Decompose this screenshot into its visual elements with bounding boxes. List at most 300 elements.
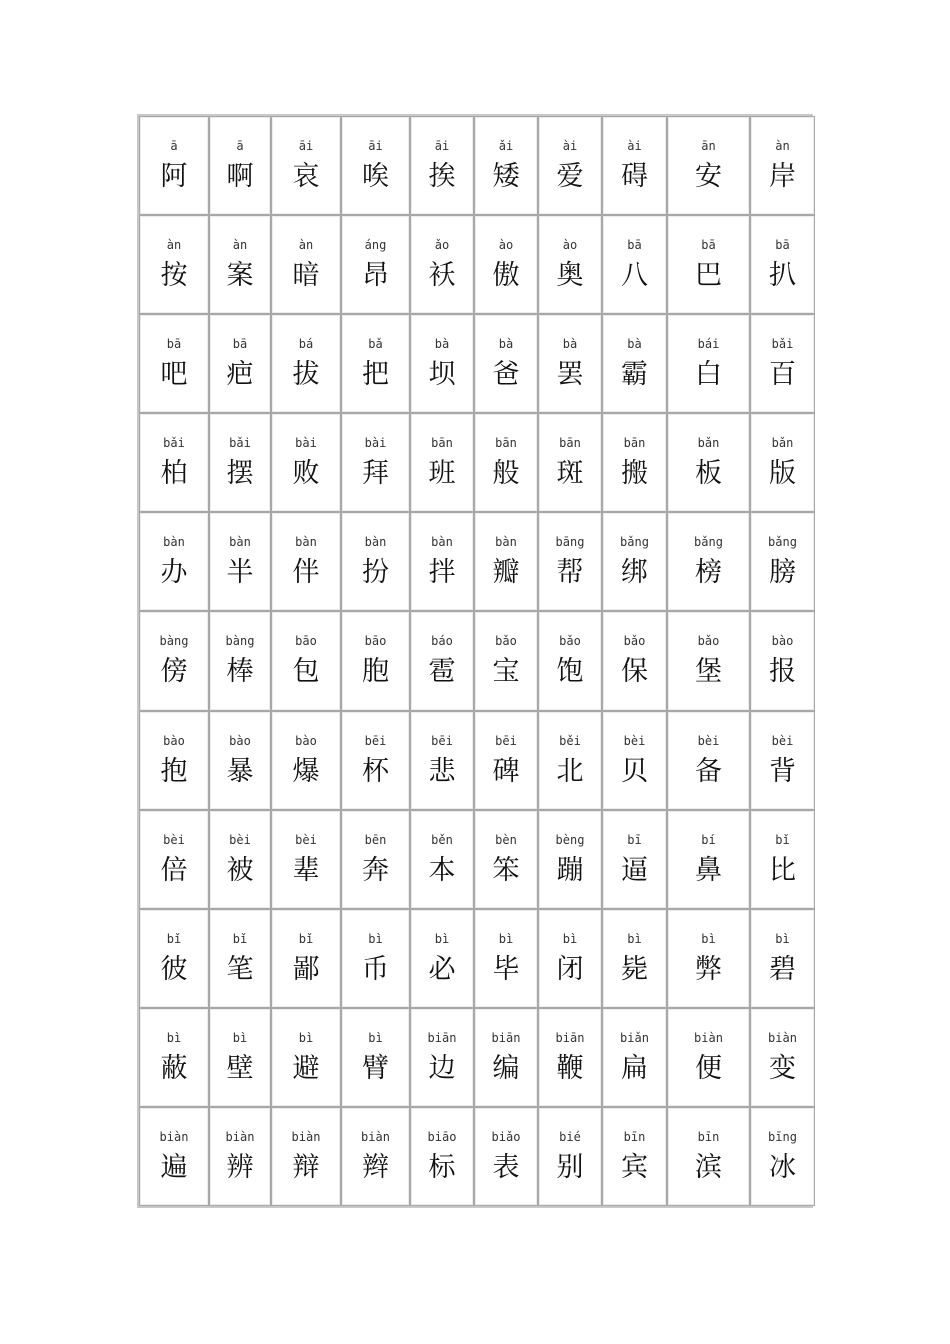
hanzi-character: 比: [769, 854, 796, 886]
hanzi-character: 罢: [556, 359, 584, 391]
character-cell: [750, 413, 815, 512]
hanzi-character: 标: [428, 1151, 456, 1183]
character-cell: [139, 611, 209, 710]
pinyin-label: bì: [775, 931, 790, 946]
pinyin-label: bèi: [229, 832, 251, 847]
hanzi-character: 班: [428, 458, 456, 490]
pinyin-label: bǎo: [697, 634, 720, 649]
hanzi-character: 辫: [362, 1151, 389, 1183]
pinyin-label: biǎo: [491, 1129, 521, 1144]
hanzi-character: 毕: [492, 953, 520, 985]
pinyin-label: bèi: [295, 832, 317, 847]
hanzi-character: 把: [362, 359, 389, 391]
pinyin-label: bì: [368, 931, 383, 946]
hanzi-character: 帮: [556, 557, 584, 589]
character-cell: [538, 1107, 602, 1206]
character-cell: [750, 314, 815, 413]
character-cell: [209, 810, 271, 909]
hanzi-character: 冰: [769, 1151, 796, 1183]
pinyin-label: bǎi: [163, 436, 185, 451]
character-cell: [474, 909, 538, 1008]
pinyin-label: ān: [701, 139, 716, 153]
hanzi-character: 拌: [428, 557, 456, 589]
pinyin-label: bàn: [431, 535, 453, 550]
pinyin-label: bié: [559, 1129, 581, 1144]
character-cell: [271, 1008, 341, 1107]
character-cell: [209, 215, 271, 314]
hanzi-character: 挨: [428, 161, 456, 192]
hanzi-character: 百: [769, 359, 796, 391]
character-cell: [602, 1008, 667, 1107]
hanzi-character: 袄: [428, 260, 456, 292]
pinyin-label: bèng: [555, 832, 585, 847]
character-cell: [667, 512, 750, 611]
pinyin-label: báo: [431, 634, 453, 649]
character-cell: [538, 314, 602, 413]
hanzi-character: 蹦: [556, 854, 584, 886]
pinyin-label: bēi: [364, 733, 387, 748]
hanzi-character: 奔: [362, 854, 389, 886]
hanzi-character: 扒: [769, 260, 796, 292]
pinyin-label: bì: [701, 931, 716, 946]
character-cell: [750, 512, 815, 611]
hanzi-character: 摆: [226, 458, 254, 490]
hanzi-character: 办: [160, 557, 188, 589]
character-cell: [341, 1008, 410, 1107]
character-cell: [410, 314, 474, 413]
pinyin-label: bì: [368, 1030, 383, 1045]
hanzi-character: 毙: [621, 953, 648, 985]
pinyin-label: bīng: [768, 1129, 797, 1144]
hanzi-character: 雹: [428, 656, 456, 688]
character-cell: [750, 810, 815, 909]
pinyin-label: biàn: [159, 1129, 189, 1144]
hanzi-character: 奥: [556, 260, 584, 292]
hanzi-character: 傍: [160, 656, 188, 688]
hanzi-character: 币: [362, 953, 389, 985]
pinyin-label: bǎi: [771, 337, 794, 352]
hanzi-character: 爸: [492, 359, 520, 391]
character-cell: [410, 1107, 474, 1206]
hanzi-character: 饱: [556, 656, 584, 688]
hanzi-character: 胞: [362, 656, 389, 688]
character-cell: [341, 1107, 410, 1206]
pinyin-label: biàn: [291, 1129, 321, 1144]
pinyin-label: ào: [498, 238, 514, 253]
character-cell: [271, 711, 341, 810]
pinyin-label: àn: [232, 238, 248, 253]
character-cell: [667, 711, 750, 810]
hanzi-character: 宝: [492, 656, 520, 688]
pinyin-label: bì: [434, 931, 450, 946]
hanzi-character: 败: [292, 458, 320, 490]
hanzi-character: 堡: [695, 656, 722, 688]
hanzi-character: 棒: [226, 656, 254, 688]
character-cell: [538, 711, 602, 810]
pinyin-label: bì: [166, 1030, 182, 1045]
character-cell: [209, 1008, 271, 1107]
character-cell: [139, 314, 209, 413]
hanzi-character: 霸: [621, 359, 648, 391]
pinyin-label: běi: [559, 733, 581, 748]
character-cell: [410, 909, 474, 1008]
pinyin-label: ài: [562, 139, 578, 153]
pinyin-label: ài: [627, 139, 642, 153]
pinyin-label: bái: [697, 337, 720, 352]
pinyin-label: bā: [166, 337, 182, 352]
pinyin-label: bāng: [555, 535, 585, 550]
pinyin-label: bān: [431, 436, 453, 451]
pinyin-label: bàn: [163, 535, 185, 550]
character-cell: [667, 116, 750, 215]
hanzi-character: 阿: [160, 161, 188, 192]
pinyin-label: bīn: [697, 1129, 720, 1144]
character-cell: [667, 1008, 750, 1107]
pinyin-label: bào: [295, 733, 317, 748]
pinyin-label: bà: [434, 337, 450, 352]
character-cell: [209, 413, 271, 512]
character-cell: [538, 909, 602, 1008]
pinyin-label: biān: [555, 1030, 585, 1045]
character-cell: [538, 1008, 602, 1107]
character-cell: [271, 1107, 341, 1206]
pinyin-label: bàng: [159, 634, 189, 649]
hanzi-character: 报: [769, 656, 796, 688]
character-cell: [341, 314, 410, 413]
character-cell: [410, 512, 474, 611]
character-cell: [139, 909, 209, 1008]
pinyin-label: bào: [771, 634, 794, 649]
pinyin-label: bā: [775, 238, 790, 253]
pinyin-label: bǎng: [694, 535, 723, 550]
hanzi-character: 辨: [226, 1151, 254, 1183]
pinyin-label: biān: [491, 1030, 521, 1045]
character-cell: [538, 810, 602, 909]
character-cell: [410, 413, 474, 512]
hanzi-character: 安: [695, 161, 722, 192]
character-cell: [271, 116, 341, 215]
character-cell: [209, 314, 271, 413]
character-cell: [410, 810, 474, 909]
hanzi-character: 蔽: [160, 1052, 188, 1084]
character-cell: [474, 413, 538, 512]
hanzi-character: 包: [292, 656, 320, 688]
character-cell: [602, 711, 667, 810]
pinyin-label: àn: [298, 238, 314, 253]
character-cell: [209, 611, 271, 710]
hanzi-character: 伴: [292, 557, 320, 589]
character-cell: [474, 116, 538, 215]
pinyin-label: áng: [364, 238, 387, 253]
character-cell: [271, 909, 341, 1008]
pinyin-label: bān: [495, 436, 517, 451]
pinyin-label: bǎo: [495, 634, 517, 649]
character-cell: [410, 711, 474, 810]
hanzi-character: 吧: [160, 359, 188, 391]
hanzi-character: 拔: [292, 359, 320, 391]
character-cell: [538, 413, 602, 512]
hanzi-character: 板: [695, 458, 722, 490]
character-cell: [139, 1008, 209, 1107]
pinyin-label: bà: [562, 337, 578, 352]
hanzi-character: 臂: [362, 1052, 389, 1084]
pinyin-label: bǎng: [768, 535, 797, 550]
hanzi-character: 别: [556, 1151, 584, 1183]
character-cell: [602, 413, 667, 512]
character-cell: [667, 810, 750, 909]
character-cell: [750, 909, 815, 1008]
character-cell: [139, 215, 209, 314]
hanzi-character: 傲: [492, 260, 520, 292]
hanzi-character: 啊: [226, 161, 254, 192]
pinyin-label: bào: [163, 733, 185, 748]
hanzi-character: 榜: [695, 557, 722, 589]
pinyin-label: àn: [775, 139, 790, 153]
hanzi-character: 笔: [226, 953, 254, 985]
hanzi-character: 变: [769, 1052, 796, 1084]
character-cell: [341, 512, 410, 611]
hanzi-character: 悲: [428, 755, 456, 787]
hanzi-character: 岸: [769, 161, 796, 192]
character-cell: [602, 215, 667, 314]
pinyin-label: bā: [701, 238, 716, 253]
pinyin-label: bǐ: [232, 931, 248, 946]
character-cell: [209, 909, 271, 1008]
character-cell: [667, 215, 750, 314]
hanzi-character: 拜: [362, 458, 389, 490]
character-cell: [750, 1008, 815, 1107]
pinyin-label: àn: [166, 238, 182, 253]
pinyin-label: bàn: [295, 535, 317, 550]
hanzi-character: 唉: [362, 161, 389, 192]
character-cell: [139, 810, 209, 909]
pinyin-label: bān: [623, 436, 646, 451]
character-cell: [750, 116, 815, 215]
pinyin-label: ào: [562, 238, 578, 253]
character-cell: [341, 909, 410, 1008]
character-cell: [667, 1107, 750, 1206]
hanzi-character: 搬: [621, 458, 648, 490]
hanzi-character: 扮: [362, 557, 389, 589]
pinyin-label: bàn: [495, 535, 517, 550]
pinyin-label: bā: [627, 238, 642, 253]
character-cell: [602, 909, 667, 1008]
pinyin-label: biàn: [768, 1030, 797, 1045]
character-cell: [139, 116, 209, 215]
hanzi-character: 备: [695, 755, 722, 787]
hanzi-character: 杯: [362, 755, 389, 787]
pinyin-label: bài: [295, 436, 317, 451]
pinyin-label: bāo: [364, 634, 387, 649]
hanzi-character: 边: [428, 1052, 456, 1084]
hanzi-character: 案: [226, 260, 254, 292]
character-cell: [667, 611, 750, 710]
hanzi-character: 矮: [492, 161, 520, 192]
hanzi-character: 背: [769, 755, 796, 787]
hanzi-character: 滨: [695, 1151, 722, 1183]
hanzi-character: 柏: [160, 458, 188, 490]
character-cell: [271, 215, 341, 314]
character-cell: [410, 1008, 474, 1107]
character-cell: [602, 611, 667, 710]
hanzi-character: 白: [695, 359, 722, 391]
character-cell: [474, 512, 538, 611]
character-cell: [474, 1107, 538, 1206]
pinyin-label: ā: [236, 139, 244, 153]
pinyin-label: bā: [232, 337, 248, 352]
character-cell: [271, 314, 341, 413]
pinyin-label: bēi: [431, 733, 453, 748]
hanzi-character: 斑: [556, 458, 584, 490]
character-cell: [474, 611, 538, 710]
hanzi-character: 爱: [556, 161, 584, 192]
pinyin-label: bèn: [495, 832, 517, 847]
pinyin-label: bì: [232, 1030, 248, 1045]
pinyin-label: biàn: [361, 1129, 390, 1144]
hanzi-character: 便: [695, 1052, 722, 1084]
character-cell: [602, 512, 667, 611]
character-cell: [750, 215, 815, 314]
pinyin-label: bèi: [623, 733, 646, 748]
pinyin-label: bǎng: [620, 535, 649, 550]
character-cell: [139, 512, 209, 611]
hanzi-character: 暗: [292, 260, 320, 292]
hanzi-character: 半: [226, 557, 254, 589]
hanzi-character: 疤: [226, 359, 254, 391]
hanzi-character: 表: [492, 1151, 520, 1183]
character-cell: [410, 611, 474, 710]
pinyin-label: bài: [364, 436, 387, 451]
hanzi-character: 鼻: [695, 854, 722, 886]
hanzi-character: 昂: [362, 260, 389, 292]
character-cell: [602, 116, 667, 215]
hanzi-character: 遍: [160, 1151, 188, 1183]
hanzi-character: 暴: [226, 755, 254, 787]
pinyin-label: bàng: [225, 634, 255, 649]
hanzi-character: 逼: [621, 854, 648, 886]
pinyin-label: bǎo: [623, 634, 646, 649]
character-cell: [602, 810, 667, 909]
character-cell: [602, 1107, 667, 1206]
pinyin-label: bǎo: [559, 634, 581, 649]
character-cell: [341, 215, 410, 314]
pinyin-character-table: [137, 114, 813, 1208]
pinyin-label: bèi: [771, 733, 794, 748]
hanzi-character: 宾: [621, 1151, 648, 1183]
hanzi-character: 版: [769, 458, 796, 490]
pinyin-label: bǎ: [368, 337, 383, 352]
character-cell: [209, 512, 271, 611]
hanzi-character: 编: [492, 1052, 520, 1084]
character-cell: [209, 711, 271, 810]
character-cell: [209, 1107, 271, 1206]
hanzi-character: 哀: [292, 161, 320, 192]
pinyin-label: biǎn: [620, 1030, 649, 1045]
pinyin-label: běn: [431, 832, 453, 847]
hanzi-character: 碧: [769, 953, 796, 985]
pinyin-label: bì: [562, 931, 578, 946]
pinyin-label: ā: [170, 139, 178, 153]
pinyin-label: ǎi: [498, 139, 514, 153]
pinyin-label: bì: [298, 1030, 314, 1045]
character-cell: [341, 116, 410, 215]
hanzi-character: 彼: [160, 953, 188, 985]
hanzi-character: 绑: [621, 557, 648, 589]
character-cell: [271, 611, 341, 710]
character-cell: [271, 810, 341, 909]
character-cell: [667, 909, 750, 1008]
pinyin-label: āi: [434, 139, 450, 153]
hanzi-character: 被: [226, 854, 254, 886]
pinyin-label: bǎn: [697, 436, 720, 451]
hanzi-character: 碍: [621, 161, 648, 192]
pinyin-label: bèi: [697, 733, 720, 748]
character-cell: [750, 1107, 815, 1206]
hanzi-character: 弊: [695, 953, 722, 985]
pinyin-label: āi: [298, 139, 314, 153]
pinyin-label: biāo: [427, 1129, 457, 1144]
hanzi-character: 避: [292, 1052, 320, 1084]
character-cell: [538, 611, 602, 710]
hanzi-character: 鞭: [556, 1052, 584, 1084]
pinyin-label: bàn: [229, 535, 251, 550]
character-cell: [750, 611, 815, 710]
hanzi-character: 贝: [621, 755, 648, 787]
hanzi-character: 抱: [160, 755, 188, 787]
pinyin-label: āi: [368, 139, 383, 153]
hanzi-character: 笨: [492, 854, 520, 886]
pinyin-label: bì: [498, 931, 514, 946]
character-cell: [667, 314, 750, 413]
hanzi-character: 按: [160, 260, 188, 292]
pinyin-label: bīn: [623, 1129, 646, 1144]
pinyin-label: bà: [627, 337, 642, 352]
pinyin-label: bào: [229, 733, 251, 748]
hanzi-character: 瓣: [492, 557, 520, 589]
character-cell: [474, 1008, 538, 1107]
hanzi-character: 保: [621, 656, 648, 688]
pinyin-label: bǐ: [775, 832, 790, 847]
character-cell: [410, 116, 474, 215]
character-cell: [139, 711, 209, 810]
character-cell: [538, 215, 602, 314]
hanzi-character: 本: [428, 854, 456, 886]
pinyin-label: bān: [559, 436, 581, 451]
hanzi-character: 碑: [492, 755, 520, 787]
pinyin-label: biān: [427, 1030, 457, 1045]
hanzi-character: 壁: [226, 1052, 254, 1084]
hanzi-character: 倍: [160, 854, 188, 886]
hanzi-character: 北: [556, 755, 584, 787]
pinyin-label: bǐ: [298, 931, 314, 946]
character-cell: [602, 314, 667, 413]
hanzi-character: 必: [428, 953, 456, 985]
character-cell: [341, 413, 410, 512]
pinyin-label: bēn: [364, 832, 387, 847]
hanzi-character: 坝: [428, 359, 456, 391]
pinyin-label: bì: [627, 931, 642, 946]
hanzi-character: 膀: [769, 557, 796, 589]
pinyin-label: bēi: [495, 733, 517, 748]
character-cell: [667, 413, 750, 512]
character-cell: [474, 314, 538, 413]
hanzi-character: 巴: [695, 260, 722, 292]
hanzi-character: 鄙: [292, 953, 320, 985]
hanzi-character: 般: [492, 458, 520, 490]
character-cell: [139, 1107, 209, 1206]
character-cell: [209, 116, 271, 215]
character-cell: [341, 711, 410, 810]
